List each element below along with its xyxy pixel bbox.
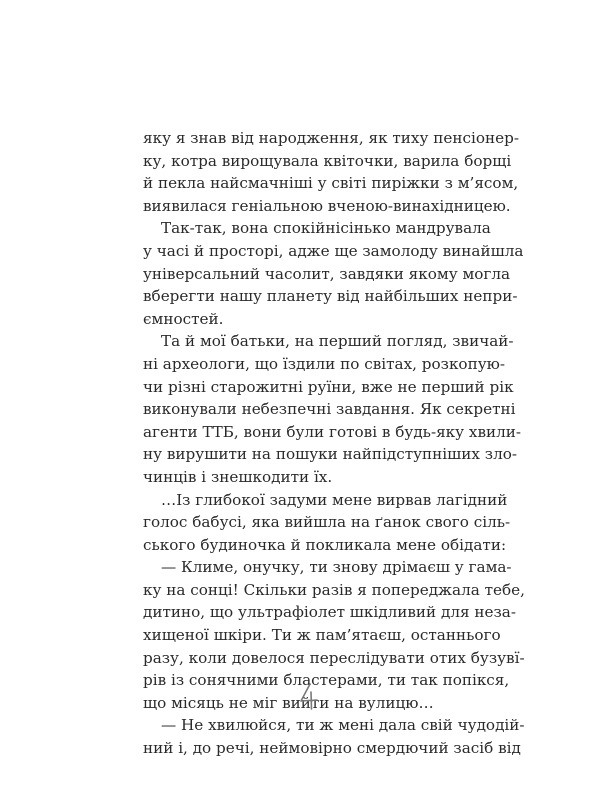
text-line: ського будиночка й покликала мене обідати: <box>143 535 507 554</box>
dialogue-start-line: — Не хвилюйся, ти ж мені дала свій чудодій- <box>161 716 525 735</box>
text-line: хищеної шкіри. Ти ж пам’ятаєш, останнього <box>143 626 501 645</box>
text-line: рів із сонячними бластерами, ти так попікся, <box>143 671 510 690</box>
text-line: ку, котра вирощувала квіточки, варила борщі <box>143 151 512 170</box>
text-line: дитино, що ультрафіолет шкідливий для неза- <box>143 603 516 622</box>
text-line: ємностей. <box>143 309 224 328</box>
text-line: агенти ТТБ, вони були готові в будь-яку хвили- <box>143 422 522 441</box>
paragraph-start-line: …Із глибокої задуми мене вирвав лагідний <box>161 490 508 509</box>
text-line: яку я знав від народження, як тиху пенсіонер- <box>143 129 519 147</box>
text-line: ну вирушити на пошуки найпідступніших зло- <box>143 445 517 464</box>
text-line: чинців і знешкодити їх. <box>143 467 333 486</box>
text-line: вберегти нашу планету від найбільших непри- <box>143 287 518 306</box>
text-line: ку на сонці! Скільки разів я попереджала тебе, <box>143 580 525 599</box>
dialogue-start-line: — Климе, онучку, ти знову дрімаєш у гама- <box>161 558 512 577</box>
body-text <box>143 127 525 760</box>
text-line: ний і, до речі, неймовірно смердючий засіб від <box>143 739 521 758</box>
text-line: універсальний часолит, завдяки якому могла <box>143 264 511 283</box>
text-line: й пекла найсмачніші у світі пиріжки з м’ясом, <box>143 174 519 193</box>
text-line: виконували небезпечні завдання. Як секретні <box>143 400 516 419</box>
paragraph-start-line: Та й мої батьки, на перший погляд, звичай- <box>161 332 514 351</box>
text-line: чи різні старожитні руїни, вже не перший рік <box>143 377 514 396</box>
text-line: голос бабусі, яка вийшла на ґанок свого сіль- <box>143 513 511 532</box>
text-line: виявилася геніальною вченою-винахідницею. <box>143 196 511 215</box>
text-line: разу, коли довелося переслідувати отих бузувї- <box>143 648 525 667</box>
paragraph-start-line: Так-так, вона спокійнісінько мандрувала <box>161 219 491 238</box>
text-line: ні археологи, що їздили по світах, розкопую- <box>143 354 505 373</box>
text-line: що місяць не міг вийти на вулицю… <box>143 693 434 712</box>
text-line: у часі й просторі, адже ще замолоду винайшла <box>143 241 524 260</box>
page-number <box>296 681 322 711</box>
page-number-glyph <box>296 681 322 711</box>
